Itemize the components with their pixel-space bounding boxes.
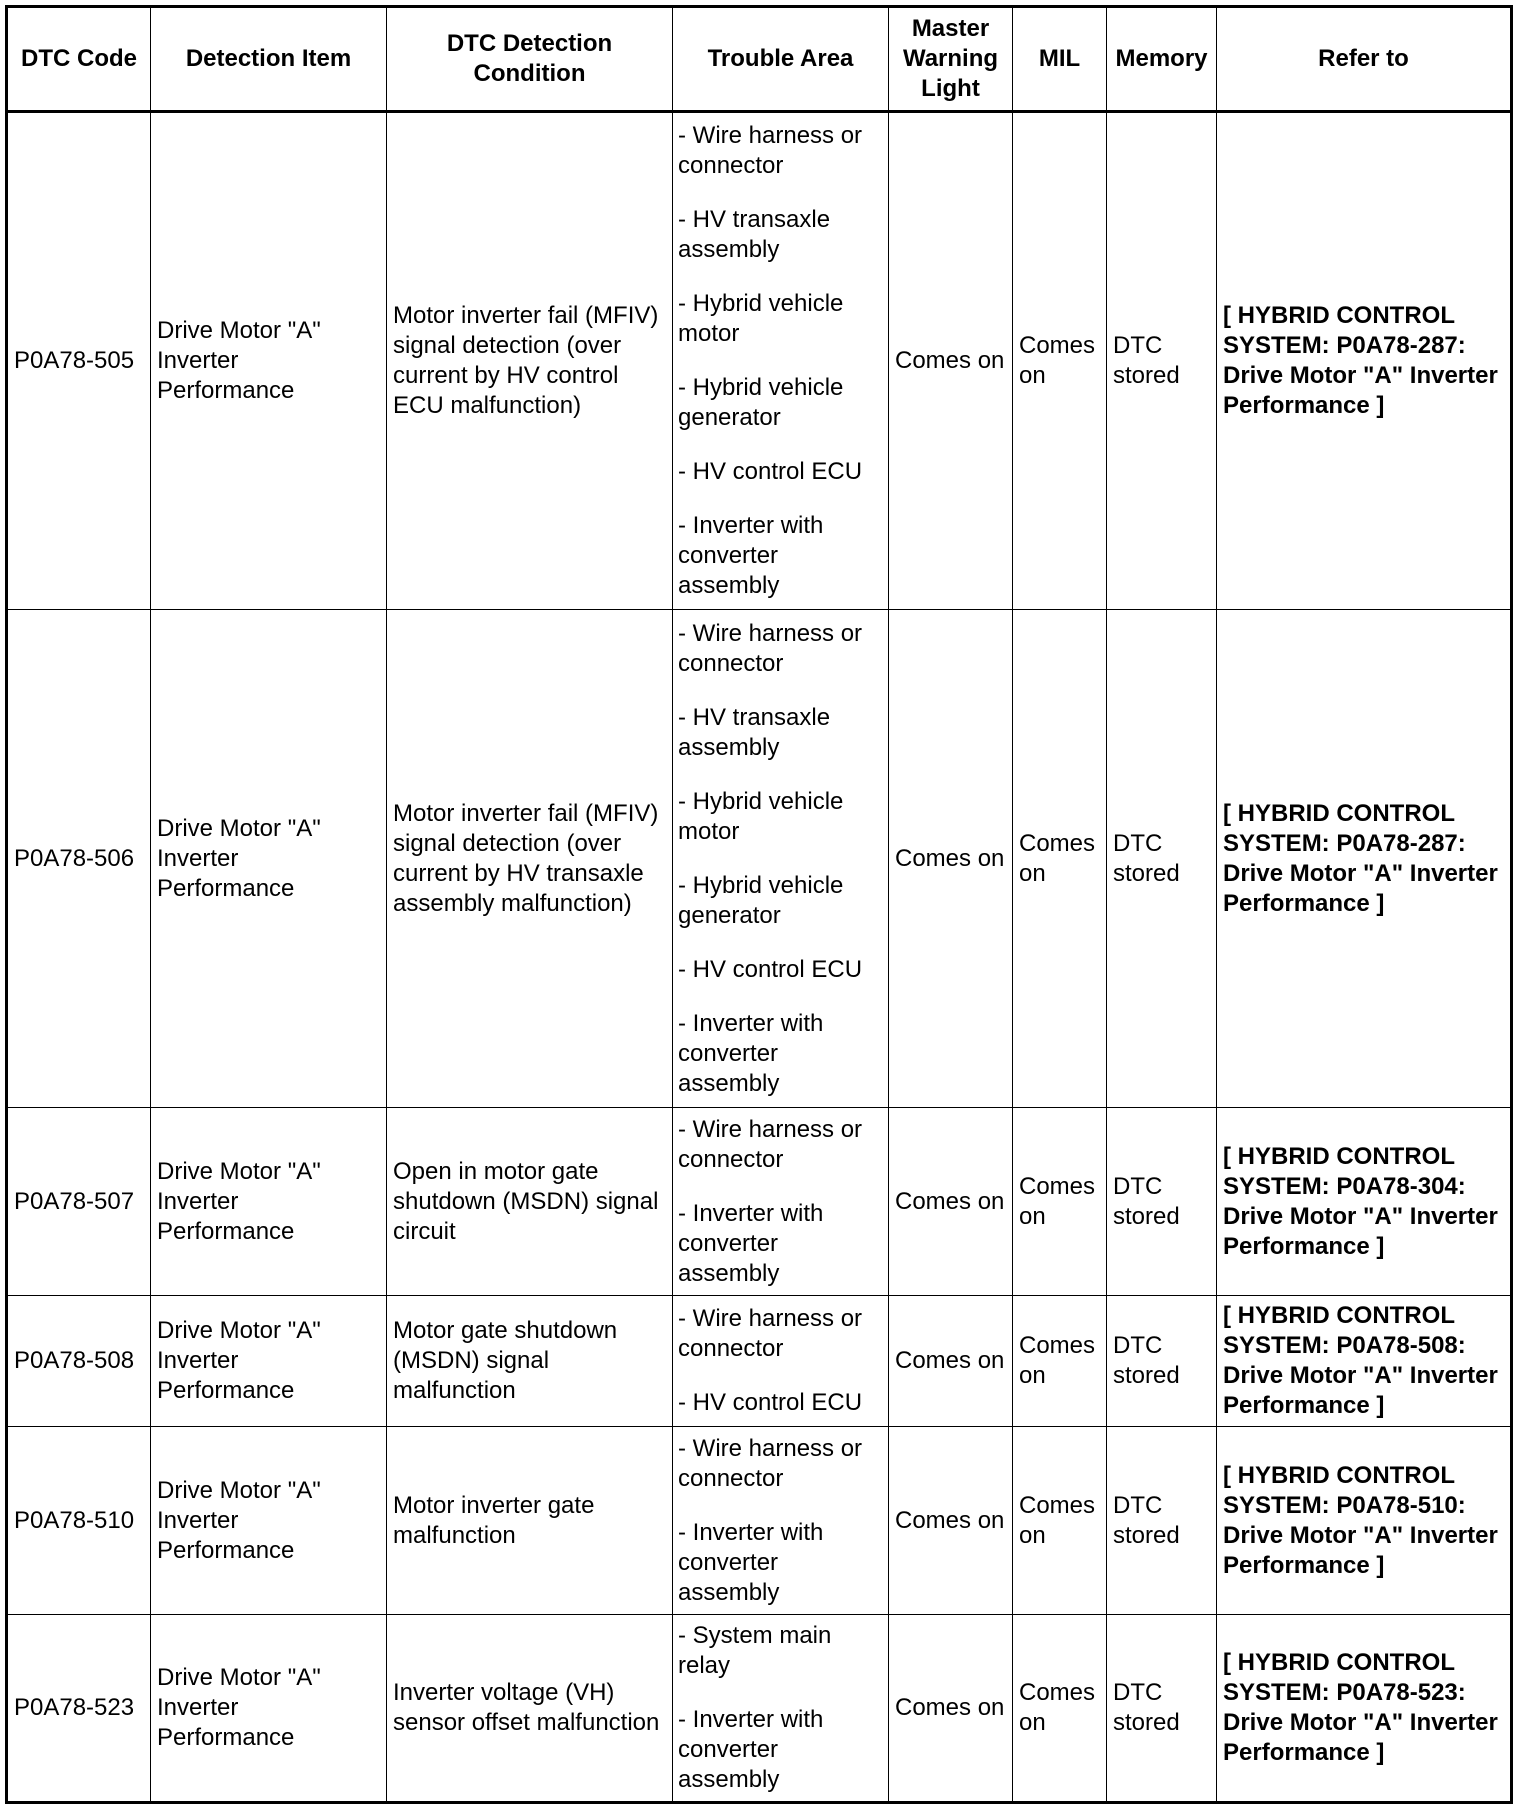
master-warning-light-cell: Comes on xyxy=(889,1615,1013,1803)
dtc-code-cell: P0A78-505 xyxy=(7,112,151,610)
table-row xyxy=(7,610,1512,1108)
trouble-area-cell xyxy=(673,610,889,1108)
table-row xyxy=(7,1615,1512,1803)
trouble-area-cell xyxy=(673,1108,889,1296)
refer-to-cell: [ HYBRID CONTROL SYSTEM: P0A78-287: Drive Motor "A" Inverter Performance ] xyxy=(1217,112,1512,610)
detection-condition-cell: Motor gate shutdown (MSDN) signal malfunction xyxy=(387,1296,673,1427)
trouble-area-cell xyxy=(673,1615,889,1803)
detection-item-cell: Drive Motor "A" Inverter Performance xyxy=(151,1296,387,1427)
memory-cell: DTC stored xyxy=(1107,1108,1217,1296)
detection-item-cell: Drive Motor "A" Inverter Performance xyxy=(151,1427,387,1615)
trouble-area-item: - HV control ECU xyxy=(678,458,863,485)
trouble-area-cell xyxy=(673,112,889,610)
memory-cell: DTC stored xyxy=(1107,112,1217,610)
trouble-area-item: - Wire harness or connector xyxy=(678,122,863,179)
trouble-area-item: - HV transaxle assembly xyxy=(678,206,831,263)
trouble-area-item: - Hybrid vehicle motor xyxy=(678,787,844,845)
trouble-area-item: - HV transaxle assembly xyxy=(678,703,831,761)
header-master-warning-light: Master Warning Light xyxy=(889,7,1013,112)
master-warning-light-cell: Comes on xyxy=(889,112,1013,610)
detection-item-cell: Drive Motor "A" Inverter Performance xyxy=(151,1615,387,1803)
trouble-area-item: - HV control ECU xyxy=(678,1389,863,1416)
mil-cell: Comes on xyxy=(1013,610,1107,1108)
header-dtc-code: DTC Code xyxy=(7,7,151,112)
detection-item-cell: Drive Motor "A" Inverter Performance xyxy=(151,610,387,1108)
header-mil: MIL xyxy=(1013,7,1107,112)
trouble-area-item: - Wire harness or connector xyxy=(678,1115,863,1173)
detection-condition-cell: Motor inverter fail (MFIV) signal detection (over current by HV control ECU malfunction) xyxy=(387,112,673,610)
mil-cell: Comes on xyxy=(1013,1427,1107,1615)
table-row xyxy=(7,1296,1512,1427)
header-row xyxy=(7,7,1512,112)
trouble-area-cell xyxy=(673,1296,889,1427)
mil-cell: Comes on xyxy=(1013,1615,1107,1803)
trouble-area-item: - Inverter with converter assembly xyxy=(678,1009,824,1097)
trouble-area-item: - Inverter with converter assembly xyxy=(678,1706,824,1793)
master-warning-light-cell: Comes on xyxy=(889,1108,1013,1296)
dtc-code-cell: P0A78-508 xyxy=(7,1296,151,1427)
header-detection-condition: DTC Detection Condition xyxy=(387,7,673,112)
master-warning-light-cell: Comes on xyxy=(889,610,1013,1108)
trouble-area-item: - Hybrid vehicle motor xyxy=(678,290,844,347)
detection-item-cell: Drive Motor "A" Inverter Performance xyxy=(151,1108,387,1296)
table-header xyxy=(7,7,1512,112)
detection-item-cell: Drive Motor "A" Inverter Performance xyxy=(151,112,387,610)
master-warning-light-cell: Comes on xyxy=(889,1296,1013,1427)
memory-cell: DTC stored xyxy=(1107,1296,1217,1427)
dtc-code-cell: P0A78-523 xyxy=(7,1615,151,1803)
refer-to-cell: [ HYBRID CONTROL SYSTEM: P0A78-508: Drive Motor "A" Inverter Performance ] xyxy=(1217,1296,1512,1427)
dtc-table xyxy=(5,5,1513,1804)
header-trouble-area: Trouble Area xyxy=(673,7,889,112)
trouble-area-item: - Wire harness or connector xyxy=(678,619,863,677)
trouble-area-item: - Wire harness or connector xyxy=(678,1305,863,1362)
trouble-area-item: - Wire harness or connector xyxy=(678,1434,863,1492)
mil-cell: Comes on xyxy=(1013,112,1107,610)
trouble-area-item: - HV control ECU xyxy=(678,955,863,983)
table-row xyxy=(7,1427,1512,1615)
trouble-area-item: - Inverter with converter assembly xyxy=(678,1199,824,1287)
mil-cell: Comes on xyxy=(1013,1296,1107,1427)
detection-condition-cell: Motor inverter fail (MFIV) signal detection (over current by HV transaxle assembly malfunction) xyxy=(387,610,673,1108)
header-memory: Memory xyxy=(1107,7,1217,112)
dtc-code-cell: P0A78-506 xyxy=(7,610,151,1108)
refer-to-cell: [ HYBRID CONTROL SYSTEM: P0A78-287: Drive Motor "A" Inverter Performance ] xyxy=(1217,610,1512,1108)
memory-cell: DTC stored xyxy=(1107,1615,1217,1803)
refer-to-cell: [ HYBRID CONTROL SYSTEM: P0A78-523: Drive Motor "A" Inverter Performance ] xyxy=(1217,1615,1512,1803)
header-refer-to: Refer to xyxy=(1217,7,1512,112)
dtc-code-cell: P0A78-507 xyxy=(7,1108,151,1296)
mil-cell: Comes on xyxy=(1013,1108,1107,1296)
refer-to-cell: [ HYBRID CONTROL SYSTEM: P0A78-304: Drive Motor "A" Inverter Performance ] xyxy=(1217,1108,1512,1296)
trouble-area-item: - Inverter with converter assembly xyxy=(678,512,824,599)
memory-cell: DTC stored xyxy=(1107,1427,1217,1615)
detection-condition-cell: Inverter voltage (VH) sensor offset malfunction xyxy=(387,1615,673,1803)
detection-condition-cell: Motor inverter gate malfunction xyxy=(387,1427,673,1615)
table-body xyxy=(7,112,1512,1803)
dtc-code-cell: P0A78-510 xyxy=(7,1427,151,1615)
trouble-area-item: - Hybrid vehicle generator xyxy=(678,374,844,431)
detection-condition-cell: Open in motor gate shutdown (MSDN) signal circuit xyxy=(387,1108,673,1296)
memory-cell: DTC stored xyxy=(1107,610,1217,1108)
trouble-area-item: - Inverter with converter assembly xyxy=(678,1518,824,1606)
header-detection-item: Detection Item xyxy=(151,7,387,112)
refer-to-cell: [ HYBRID CONTROL SYSTEM: P0A78-510: Drive Motor "A" Inverter Performance ] xyxy=(1217,1427,1512,1615)
trouble-area-cell xyxy=(673,1427,889,1615)
table-row xyxy=(7,112,1512,610)
trouble-area-item: - System main relay xyxy=(678,1622,832,1679)
table-row xyxy=(7,1108,1512,1296)
master-warning-light-cell: Comes on xyxy=(889,1427,1013,1615)
trouble-area-item: - Hybrid vehicle generator xyxy=(678,871,844,929)
